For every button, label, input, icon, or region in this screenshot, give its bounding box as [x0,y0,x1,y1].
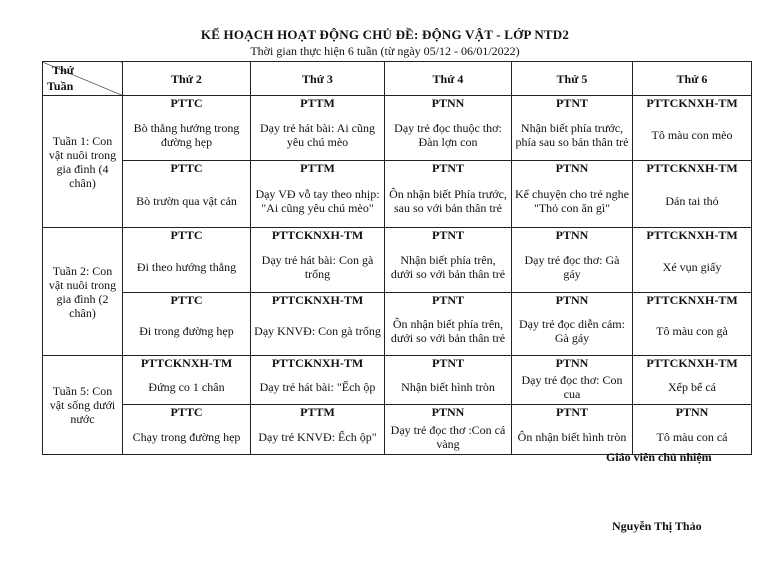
activity-text: Nhận biết hình tròn [401,380,495,394]
activity-cell [123,293,251,356]
week-label-cell: Tuần 5: Con vật sống dưới nước [43,356,123,455]
subject-code: PTTM [300,405,335,419]
subject-code: PTNT [431,293,464,307]
activity-text: Dạy trẻ đọc thơ :Con cá vàng [390,422,506,451]
subject-code: PTTCKNXH-TM [140,356,233,370]
corner-week-label: Tuần [47,79,74,93]
activity-cell [633,161,752,228]
activity-cell [385,96,512,161]
subject-code: PTNN [555,228,589,242]
activity-text: Dạy KNVĐ: Con gà trống [254,324,381,338]
activity-cell [251,293,385,356]
activity-cell [633,228,752,293]
activity-text: Bò trườn qua vật cản [136,194,237,208]
subject-code: PTTCKNXH-TM [646,96,738,110]
week-label-cell: Tuần 1: Con vật nuôi trong gia đình (4 chân) [43,96,123,228]
activity-cell [385,356,512,405]
activity-text: Dạy trẻ KNVĐ: Ếch ộp" [258,429,377,444]
activity-text: Ôn nhận biết phía trên, dưới so với bản thân trẻ [390,317,506,345]
subject-code: PTNT [431,228,464,242]
activity-cell [512,356,633,405]
activity-text: Dạy trẻ đọc thơ: Gà gáy [524,253,620,281]
activity-cell [123,405,251,455]
day-header-mon: Thứ 2 [123,62,251,96]
activity-cell [633,293,752,356]
activity-cell [251,356,385,405]
subject-code: PTTM [300,161,335,175]
activity-text: Dạy trẻ hát bài: Ai cũng yêu chú mèo [260,121,375,149]
activity-text: Nhận biết phía trước, phía sau so bản thân trẻ [515,121,629,149]
activity-cell [251,161,385,228]
activity-cell [385,228,512,293]
subject-code: PTTCKNXH-TM [646,356,738,370]
activity-text: Dạy trẻ đọc thuộc thơ: Đàn lợn con [394,121,502,149]
activity-cell [633,356,752,405]
corner-header-cell [43,62,123,96]
activity-cell [633,405,752,455]
day-header-wed: Thứ 4 [385,62,512,96]
activity-cell [385,405,512,455]
activity-cell [123,96,251,161]
subject-code: PTTC [170,293,203,307]
subject-code: PTTC [170,405,203,419]
activity-text: Ôn nhận biết hình tròn [517,429,627,444]
activity-text: Dạy trẻ đọc diễn cảm: Gà gáy [519,317,625,345]
activity-cell [385,161,512,228]
subject-code: PTTCKNXH-TM [271,228,364,242]
subject-code: PTNN [555,356,589,370]
activity-text: Tô màu con gà [656,324,728,338]
activity-cell [123,356,251,405]
activity-cell [251,96,385,161]
activity-cell [251,228,385,293]
activity-text: Tô màu con cá [656,429,728,444]
subject-code: PTTCKNXH-TM [646,293,738,307]
week-row [43,356,752,405]
subject-code: PTTCKNXH-TM [271,293,364,307]
activity-cell [123,228,251,293]
subject-code: PTNN [555,293,589,307]
activity-text: Dạy trẻ hát bài: Con gà trống [261,253,374,281]
day-header-fri: Thứ 6 [633,62,752,96]
week-row [43,96,752,161]
activity-text: Xé vụn giấy [662,260,722,274]
activity-text: Xếp bể cá [668,380,716,394]
week-row [43,405,752,455]
subject-code: PTNT [555,405,588,419]
activity-text: Chạy trong đường hẹp [132,429,241,444]
header-row [43,62,752,96]
subject-code: PTTCKNXH-TM [646,228,738,242]
activity-text: Dạy trẻ đọc thơ: Con cua [521,373,623,401]
subject-code: PTNN [431,96,465,110]
activity-text: Dạy trẻ hát bài: "Ếch ộp [259,380,376,394]
activity-cell [512,293,633,356]
activity-text: Kể chuyện cho trẻ nghe "Thỏ con ăn gì" [515,187,629,215]
activity-cell [512,161,633,228]
activity-text: Bò thẳng hướng trong đường hẹp [133,121,240,149]
activity-text: Nhận biết phía trên, dưới so với bản thân trẻ [390,253,506,281]
subject-code: PTNT [431,356,464,370]
activity-cell [512,405,633,455]
subject-code: PTNT [431,161,464,175]
activity-text: Ôn nhận biết Phía trước, sau so với bản thân trẻ [389,187,507,215]
activity-text: Đứng co 1 chân [148,380,225,394]
subject-code: PTTM [300,96,335,110]
activity-text: Dạy VĐ vỗ tay theo nhịp: "Ai cũng yêu chú mèo" [255,187,380,215]
activity-text: Đi theo hướng thẳng [136,260,237,274]
activity-cell [123,161,251,228]
activity-cell [512,96,633,161]
activity-text: Đi trong đường hẹp [139,324,234,338]
subject-code: PTTC [170,228,203,242]
document-title: KẾ HOẠCH HOẠT ĐỘNG CHỦ ĐỀ: ĐỘNG VẬT - LỚP NTD2 [200,27,570,42]
activity-cell [633,96,752,161]
signature-name: Nguyễn Thị Thảo [612,519,702,533]
week-label-cell: Tuần 2: Con vật nuôi trong gia đình (2 chân) [43,228,123,356]
activity-cell [385,293,512,356]
activity-cell [251,405,385,455]
week-row [43,293,752,356]
activity-plan-table [42,61,752,455]
week-row [43,161,752,228]
week-row [43,228,752,293]
day-header-tue: Thứ 3 [251,62,385,96]
subject-code: PTNN [675,405,709,419]
subject-code: PTTC [170,96,203,110]
signature-role: Giáo viên chủ nhiệm [606,450,712,464]
subject-code: PTTCKNXH-TM [646,161,738,175]
corner-day-label: Thứ [52,63,74,77]
subject-code: PTTC [170,161,203,175]
day-header-thu: Thứ 5 [512,62,633,96]
subject-code: PTTCKNXH-TM [271,356,364,370]
activity-text: Tô màu con mèo [651,128,733,142]
activity-cell [512,228,633,293]
subject-code: PTNT [555,96,588,110]
document-subtitle: Thời gian thực hiện 6 tuần (từ ngày 05/12 - 06/01/2022) [250,44,520,58]
activity-text: Dán tai thỏ [665,194,719,208]
subject-code: PTNN [555,161,589,175]
subject-code: PTNN [431,405,465,419]
